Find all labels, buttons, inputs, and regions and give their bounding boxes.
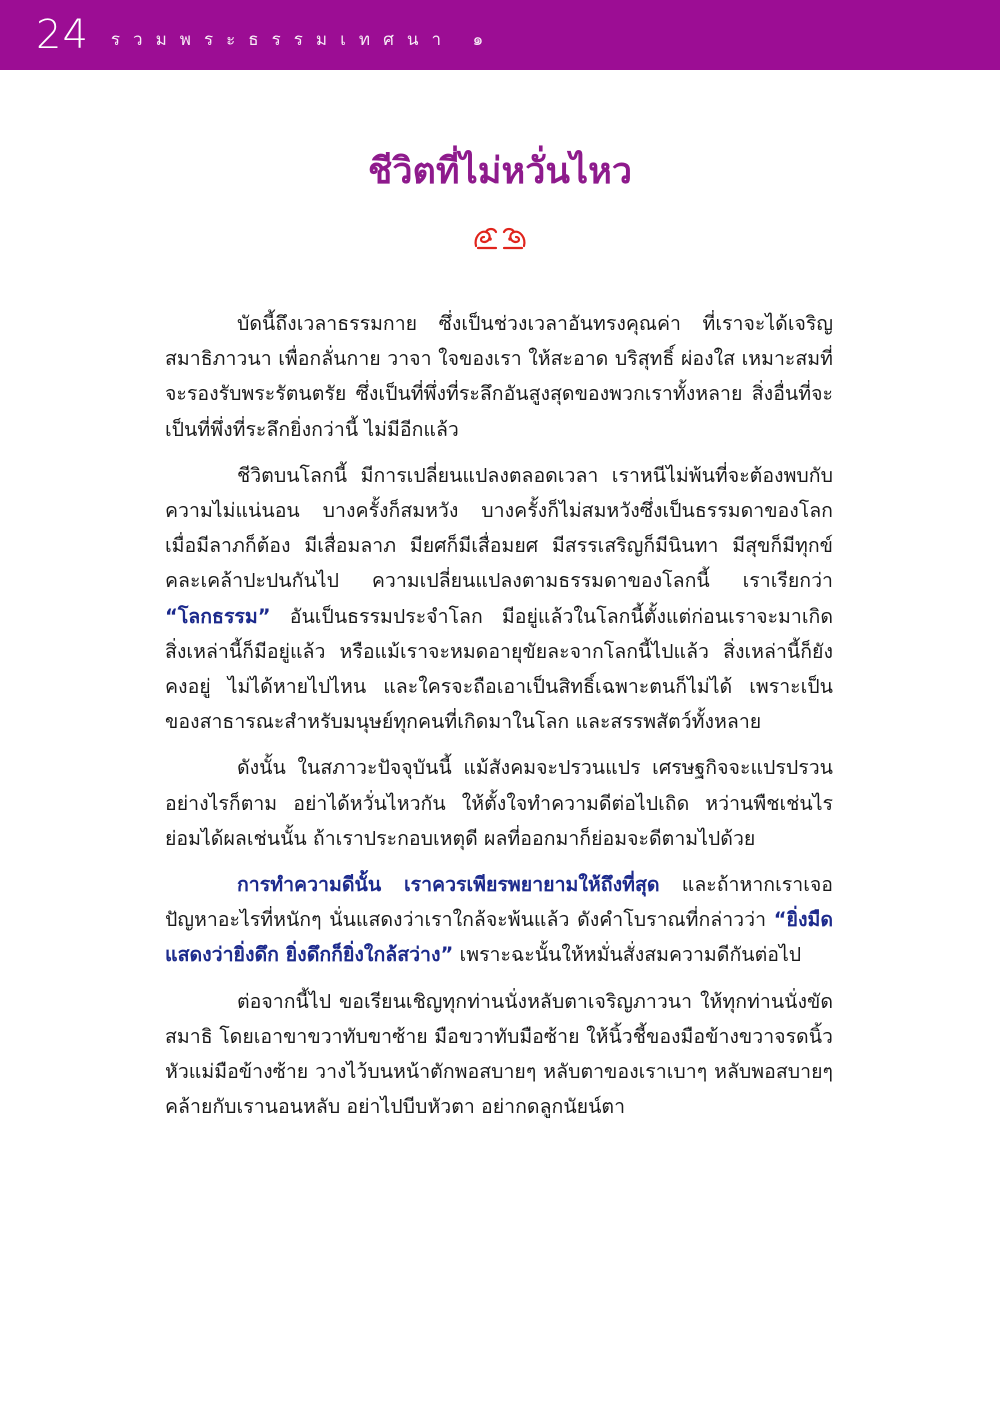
paragraph-2: [165, 458, 833, 740]
paragraph-4: [165, 867, 833, 973]
article-body: [165, 306, 833, 1135]
paragraph-5: ต่อจากนี้ไป ขอเรียนเชิญทุกท่านนั่งหลับตาเจริญภาวนา ให้ทุกท่านนั่งขัดสมาธิ โดยเอาขาขวาทับขาซ้าย มือขวาทับมือซ้าย ให้นิ้วชี้ของมือข้างขวาจรดนิ้วหัวแม่มือข้างซ้าย วางไว้บนหน้าตักพอสบายๆ หลับตาของเราเบาๆ หลับพอสบายๆ คล้ายกับเรานอนหลับ อย่าไปบีบหัวตา อย่ากดลูกนัยน์ตา: [165, 989, 833, 1119]
paragraph-4-text-after: เพราะฉะนั้นให้หมั่นสั่งสมความดีกันต่อไป: [453, 943, 802, 967]
emphasis-good-deeds: การทำความดีนั้น เราควรเพียรพยายามให้ถึงที่สุด: [237, 873, 660, 897]
emphasis-lokadhamma: “โลกธรรม”: [165, 604, 271, 628]
paragraph-4-text-middle: และถ้าหากเราเจอปัญหาอะไรที่หนักๆ นั่นแสดงว่าเราใกล้จะพ้นแล้ว ดังคำโบราณที่กล่าวว่า: [165, 873, 833, 932]
book-title: รวมพระธรรมเทศนา ๑: [110, 29, 497, 50]
floral-ornament-icon: [470, 224, 530, 252]
paragraph-2-text-after: อันเป็นธรรมประจำโลก มีอยู่แล้วในโลกนี้ตั้งแต่ก่อนเราจะมาเกิด สิ่งเหล่านี้ก็มีอยู่แล้ว หรือแม้เราจะหมดอายุขัยละจากโลกนี้ไปแล้ว สิ่งเหล่านี้ก็ยังคงอยู่ ไม่ได้หายไปไหน และใครจะถือเอาเป็นสิทธิ์เฉพาะตนก็ไม่ได้ เพราะเป็นของสาธารณะสำหรับมนุษย์ทุกคนที่เกิดมาในโลก และสรรพสัตว์ทั้งหลาย: [165, 604, 833, 734]
page-header: [0, 0, 1000, 70]
chapter-title: ชีวิตที่ไม่หวั่นไหว: [367, 151, 633, 192]
emphasis-proverb: “ยิ่งมืดแสดงว่ายิ่งดึก ยิ่งดึกก็ยิ่งใกล้สว่าง”: [165, 908, 833, 967]
paragraph-3: ดังนั้น ในสภาวะปัจจุบันนี้ แม้สังคมจะปรวนแปร เศรษฐกิจจะแปรปรวนอย่างไรก็ตาม อย่าได้หวั่นไหวกัน ให้ตั้งใจทำความดีต่อไปเถิด หว่านพืชเช่นไร ย่อมได้ผลเช่นนั้น ถ้าเราประกอบเหตุดี ผลที่ออกมาก็ย่อมจะดีตามไปด้วย: [165, 756, 833, 850]
page-number: 24: [36, 12, 89, 58]
paragraph-2-text-before: ชีวิตบนโลกนี้ มีการเปลี่ยนแปลงตลอดเวลา เราหนีไม่พ้นที่จะต้องพบกับความไม่แน่นอน บางครั้งก็สมหวัง บางครั้งก็ไม่สมหวังซึ่งเป็นธรรมดาของโลก เมื่อมีลาภก็ต้อง มีเสื่อมลาภ มียศก็มีเสื่อมยศ มีสรรเสริญก็มีนินทา มีสุขก็มีทุกข์ คละเคล้าปะปนกันไป ความเปลี่ยนแปลงตามธรรมดาของโลกนี้ เราเรียกว่า: [165, 463, 833, 593]
paragraph-1: บัดนี้ถึงเวลาธรรมกาย ซึ่งเป็นช่วงเวลาอันทรงคุณค่า ที่เราจะได้เจริญสมาธิภาวนา เพื่อกลั่นกาย วาจา ใจของเรา ให้สะอาด บริสุทธิ์ ผ่องใส เหมาะสมที่จะรองรับพระรัตนตรัย ซึ่งเป็นที่พึ่งที่ระลึกอันสูงสุดของพวกเราทั้งหลาย สิ่งอื่นที่จะเป็นที่พึ่งที่ระลึกยิ่งกว่านี้ ไม่มีอีกแล้ว: [165, 312, 833, 441]
